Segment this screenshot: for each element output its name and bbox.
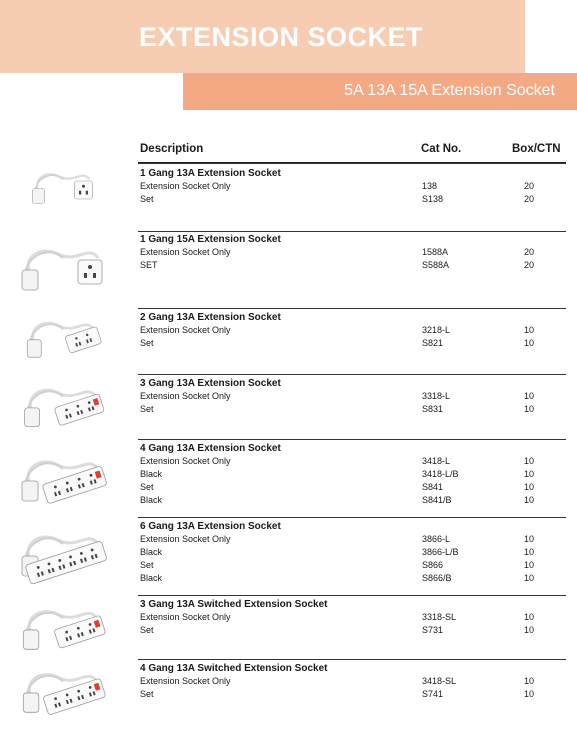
product-title: 1 Gang 13A Extension Socket: [140, 168, 281, 179]
row-cat-no: S866/B: [422, 573, 452, 583]
row-cat-no: 3418-L/B: [422, 469, 459, 479]
product-divider: [138, 517, 566, 518]
row-description: Extension Socket Only: [140, 612, 231, 622]
product-divider: [138, 439, 566, 440]
product-title: 3 Gang 13A Switched Extension Socket: [140, 599, 328, 610]
row-description: Black: [140, 469, 163, 479]
product-title: 4 Gang 13A Switched Extension Socket: [140, 663, 328, 674]
row-description: Extension Socket Only: [140, 391, 231, 401]
product-image: [18, 376, 110, 436]
product-divider: [138, 231, 566, 232]
row-box-ctn: 10: [524, 689, 535, 699]
row-description: Black: [140, 547, 163, 557]
row-cat-no: S821: [422, 338, 444, 348]
product-image: [18, 232, 110, 304]
row-cat-no: S841/B: [422, 495, 452, 505]
row-cat-no: 3318-L: [422, 391, 451, 401]
row-description: Black: [140, 573, 163, 583]
row-cat-no: S138: [422, 194, 444, 204]
row-description: Set: [140, 404, 154, 414]
row-box-ctn: 10: [524, 338, 535, 348]
product-title: 2 Gang 13A Extension Socket: [140, 312, 281, 323]
row-box-ctn: 10: [524, 560, 535, 570]
product-divider: [138, 374, 566, 375]
row-cat-no: 1588A: [422, 247, 449, 257]
product-image: [18, 518, 110, 590]
column-header-description: Description: [140, 143, 204, 155]
row-cat-no: 3866-L/B: [422, 547, 459, 557]
row-box-ctn: 10: [524, 625, 535, 635]
row-cat-no: S731: [422, 625, 444, 635]
row-box-ctn: 10: [524, 469, 535, 479]
row-box-ctn: 10: [524, 547, 535, 557]
row-description: Set: [140, 625, 154, 635]
row-description: Extension Socket Only: [140, 676, 231, 686]
row-cat-no: 3866-L: [422, 534, 451, 544]
product-divider: [138, 308, 566, 309]
row-description: Extension Socket Only: [140, 325, 231, 335]
row-description: Set: [140, 482, 154, 492]
row-description: Extension Socket Only: [140, 181, 231, 191]
row-description: Set: [140, 689, 154, 699]
product-title: 3 Gang 13A Extension Socket: [140, 378, 281, 389]
product-divider: [138, 659, 566, 660]
row-cat-no: S588A: [422, 260, 450, 270]
row-box-ctn: 10: [524, 495, 535, 505]
row-description: Extension Socket Only: [140, 534, 231, 544]
page-title: EXTENSION SOCKET: [139, 22, 424, 52]
row-box-ctn: 20: [524, 260, 535, 270]
row-box-ctn: 20: [524, 194, 535, 204]
row-description: Set: [140, 560, 154, 570]
row-box-ctn: 10: [524, 612, 535, 622]
row-box-ctn: 10: [524, 456, 535, 466]
row-box-ctn: 10: [524, 482, 535, 492]
row-box-ctn: 10: [524, 676, 535, 686]
product-divider: [138, 595, 566, 596]
product-image: [18, 660, 110, 722]
row-description: SET: [140, 260, 158, 270]
page-subtitle: 5A 13A 15A Extension Socket: [344, 82, 555, 99]
product-image: [18, 444, 110, 514]
row-description: Extension Socket Only: [140, 247, 231, 257]
row-box-ctn: 10: [524, 391, 535, 401]
product-title: 6 Gang 13A Extension Socket: [140, 521, 281, 532]
row-cat-no: S831: [422, 404, 444, 414]
row-box-ctn: 20: [524, 181, 535, 191]
row-box-ctn: 10: [524, 325, 535, 335]
product-title: 4 Gang 13A Extension Socket: [140, 443, 281, 454]
column-header-box-ctn: Box/CTN: [512, 143, 561, 155]
column-header-cat-no: Cat No.: [421, 143, 462, 155]
row-description: Set: [140, 338, 154, 348]
product-image: [18, 163, 110, 211]
row-cat-no: 138: [422, 181, 438, 191]
row-description: Black: [140, 495, 163, 505]
product-image: [18, 310, 110, 366]
product-image: [18, 597, 110, 659]
product-title: 1 Gang 15A Extension Socket: [140, 234, 281, 245]
row-cat-no: S866: [422, 560, 444, 570]
row-cat-no: 3218-L: [422, 325, 451, 335]
product-divider: [138, 163, 566, 164]
row-cat-no: 3418-L: [422, 456, 451, 466]
row-box-ctn: 20: [524, 247, 535, 257]
row-cat-no: S841: [422, 482, 444, 492]
subtitle-bar: [183, 73, 577, 110]
row-description: Set: [140, 194, 154, 204]
row-cat-no: 3318-SL: [422, 612, 457, 622]
row-cat-no: S741: [422, 689, 444, 699]
row-box-ctn: 10: [524, 573, 535, 583]
row-description: Extension Socket Only: [140, 456, 231, 466]
row-box-ctn: 10: [524, 404, 535, 414]
title-banner: [0, 0, 525, 73]
row-box-ctn: 10: [524, 534, 535, 544]
row-cat-no: 3418-SL: [422, 676, 457, 686]
